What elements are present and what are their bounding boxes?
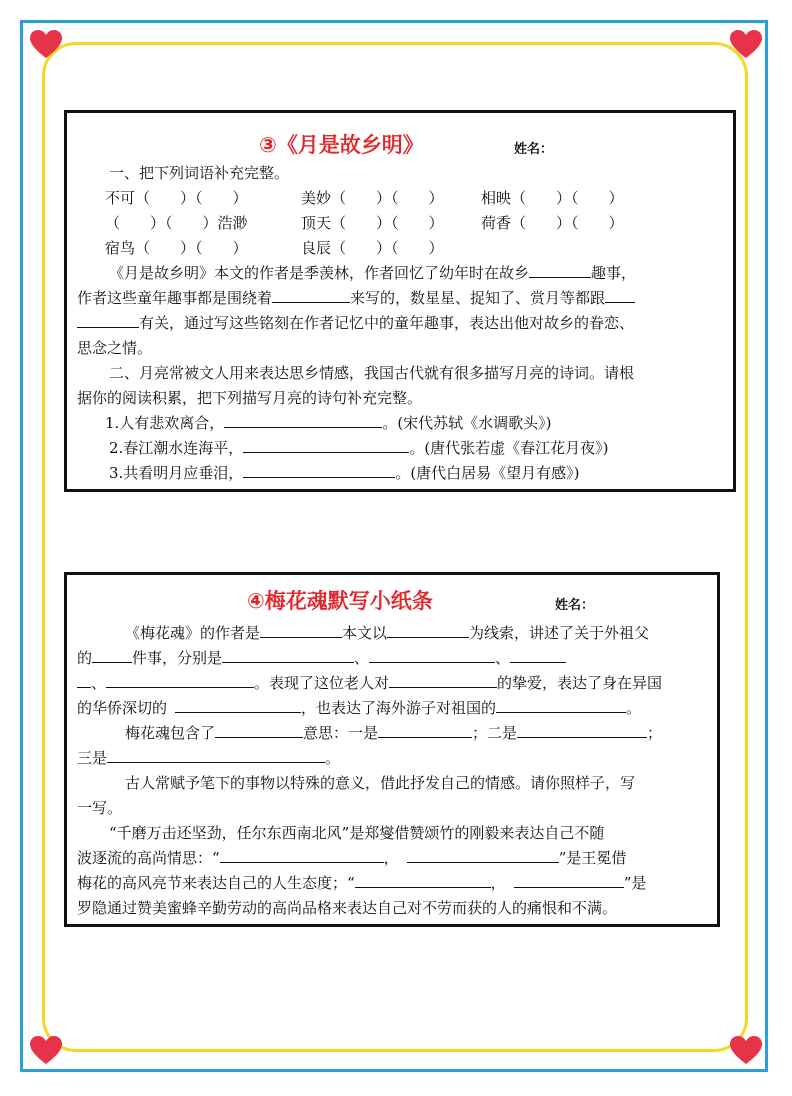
answer-blank[interactable] (605, 288, 635, 303)
paragraph-line: “千磨万击还坚劲，任尔东西南北风”是郑燮借赞颂竹的刚毅来表达自己不随 (109, 824, 605, 842)
paragraph-line: 三是 。 (77, 749, 341, 767)
heart-icon (730, 30, 762, 60)
paragraph-line: 二、月亮常被文人用来表达思乡情感，我国古代就有很多描写月亮的诗词。请根 (109, 364, 635, 382)
paragraph-line: 一写。 (77, 799, 123, 817)
word-item: （ ）（ ）浩渺 (105, 214, 248, 232)
paragraph-line: 的 件事，分别是 、 、 (77, 648, 566, 668)
answer-blank[interactable] (387, 623, 469, 638)
paragraph-line: 据你的阅读积累，把下列描写月亮的诗句补充完整。 (77, 389, 423, 407)
section-title: ③《月是故乡明》 (259, 133, 424, 157)
section-title: ④梅花魂默写小纸条 (247, 589, 433, 613)
answer-blank[interactable] (243, 463, 395, 478)
answer-blank[interactable] (389, 673, 497, 688)
answer-blank[interactable] (215, 723, 303, 738)
answer-blank[interactable] (260, 623, 342, 638)
paragraph-line: 作者这些童年趣事都是围绕着 来写的，数星星、捉知了、赏月等都跟 (77, 288, 635, 308)
heart-icon (730, 1036, 762, 1066)
worksheet-section-3 (64, 110, 736, 492)
answer-blank[interactable] (220, 848, 384, 863)
word-item: 顶天（ ）（ ） (301, 214, 444, 232)
word-item: 美妙（ ）（ ） (301, 189, 444, 207)
answer-blank[interactable] (496, 698, 626, 713)
heart-icon (30, 30, 62, 60)
paragraph-line: 《梅花魂》的作者是 本文以 为线索，讲述了关于外祖父 (125, 624, 650, 642)
name-label: 姓名： (514, 142, 554, 157)
paragraph-line: 的华侨深切的 ，也表达了海外游子对祖国的 。 (77, 699, 642, 717)
answer-blank[interactable] (514, 873, 624, 888)
paragraph-line: 古人常赋予笔下的事物以特殊的意义，借此抒发自己的情感。请你照样子，写 (125, 774, 636, 792)
paragraph-line: 波逐流的高尚情思：“ ， ”是王冕借 (77, 849, 627, 867)
paragraph-line: 有关，通过写这些铭刻在作者记忆中的童年趣事，表达出他对故乡的眷恋、 (77, 313, 634, 333)
worksheet-section-4 (64, 572, 720, 927)
word-item: 宿鸟（ ）（ ） (105, 239, 248, 257)
paragraph-line: 罗隐通过赞美蜜蜂辛勤劳动的高尚品格来表达自己对不劳而获的人的痛恨和不满。 (77, 899, 618, 917)
word-item: 相映（ ）（ ） (481, 189, 624, 207)
answer-blank[interactable] (77, 313, 139, 328)
answer-blank[interactable] (529, 263, 591, 278)
answer-blank[interactable] (355, 873, 491, 888)
answer-blank[interactable] (369, 648, 495, 663)
part-heading: 一、把下列词语补充完整。 (109, 164, 290, 182)
word-item: 不可（ ）（ ） (105, 189, 248, 207)
word-item: 荷香（ ）（ ） (481, 214, 624, 232)
answer-blank[interactable] (243, 438, 409, 453)
answer-blank[interactable] (222, 648, 354, 663)
heart-icon (30, 1036, 62, 1066)
answer-blank[interactable] (175, 698, 301, 713)
paragraph-line: 《月是故乡明》本文的作者是季羡林，作者回忆了幼年时在故乡 趣事， (109, 264, 637, 282)
answer-blank[interactable] (106, 673, 254, 688)
poem-line: 1.人有悲欢离合， 。(宋代苏轼《水调歌头》) (105, 414, 552, 432)
answer-blank[interactable] (224, 413, 382, 428)
answer-blank[interactable] (77, 673, 91, 688)
answer-blank[interactable] (107, 748, 325, 763)
paragraph-line: 梅花魂包含了 意思：一是 ；二是 ； (125, 724, 663, 742)
answer-blank[interactable] (510, 648, 566, 663)
paragraph-line: 、 。表现了这位老人对 的挚爱，表达了身在异国 (77, 673, 662, 693)
poem-line: 2.春江潮水连海平， 。(唐代张若虚《春江花月夜》) (109, 439, 609, 457)
paragraph-line: 思念之情。 (77, 339, 153, 357)
word-item: 良辰（ ）（ ） (301, 239, 444, 257)
answer-blank[interactable] (517, 723, 647, 738)
answer-blank[interactable] (272, 288, 350, 303)
answer-blank[interactable] (378, 723, 472, 738)
paragraph-line: 梅花的高风亮节来表达自己的人生态度；“ ， ”是 (77, 874, 647, 892)
answer-blank[interactable] (92, 648, 132, 663)
answer-blank[interactable] (407, 848, 559, 863)
poem-line: 3.共看明月应垂泪， 。(唐代白居易《望月有感》) (109, 464, 580, 482)
name-label: 姓名： (555, 598, 595, 613)
